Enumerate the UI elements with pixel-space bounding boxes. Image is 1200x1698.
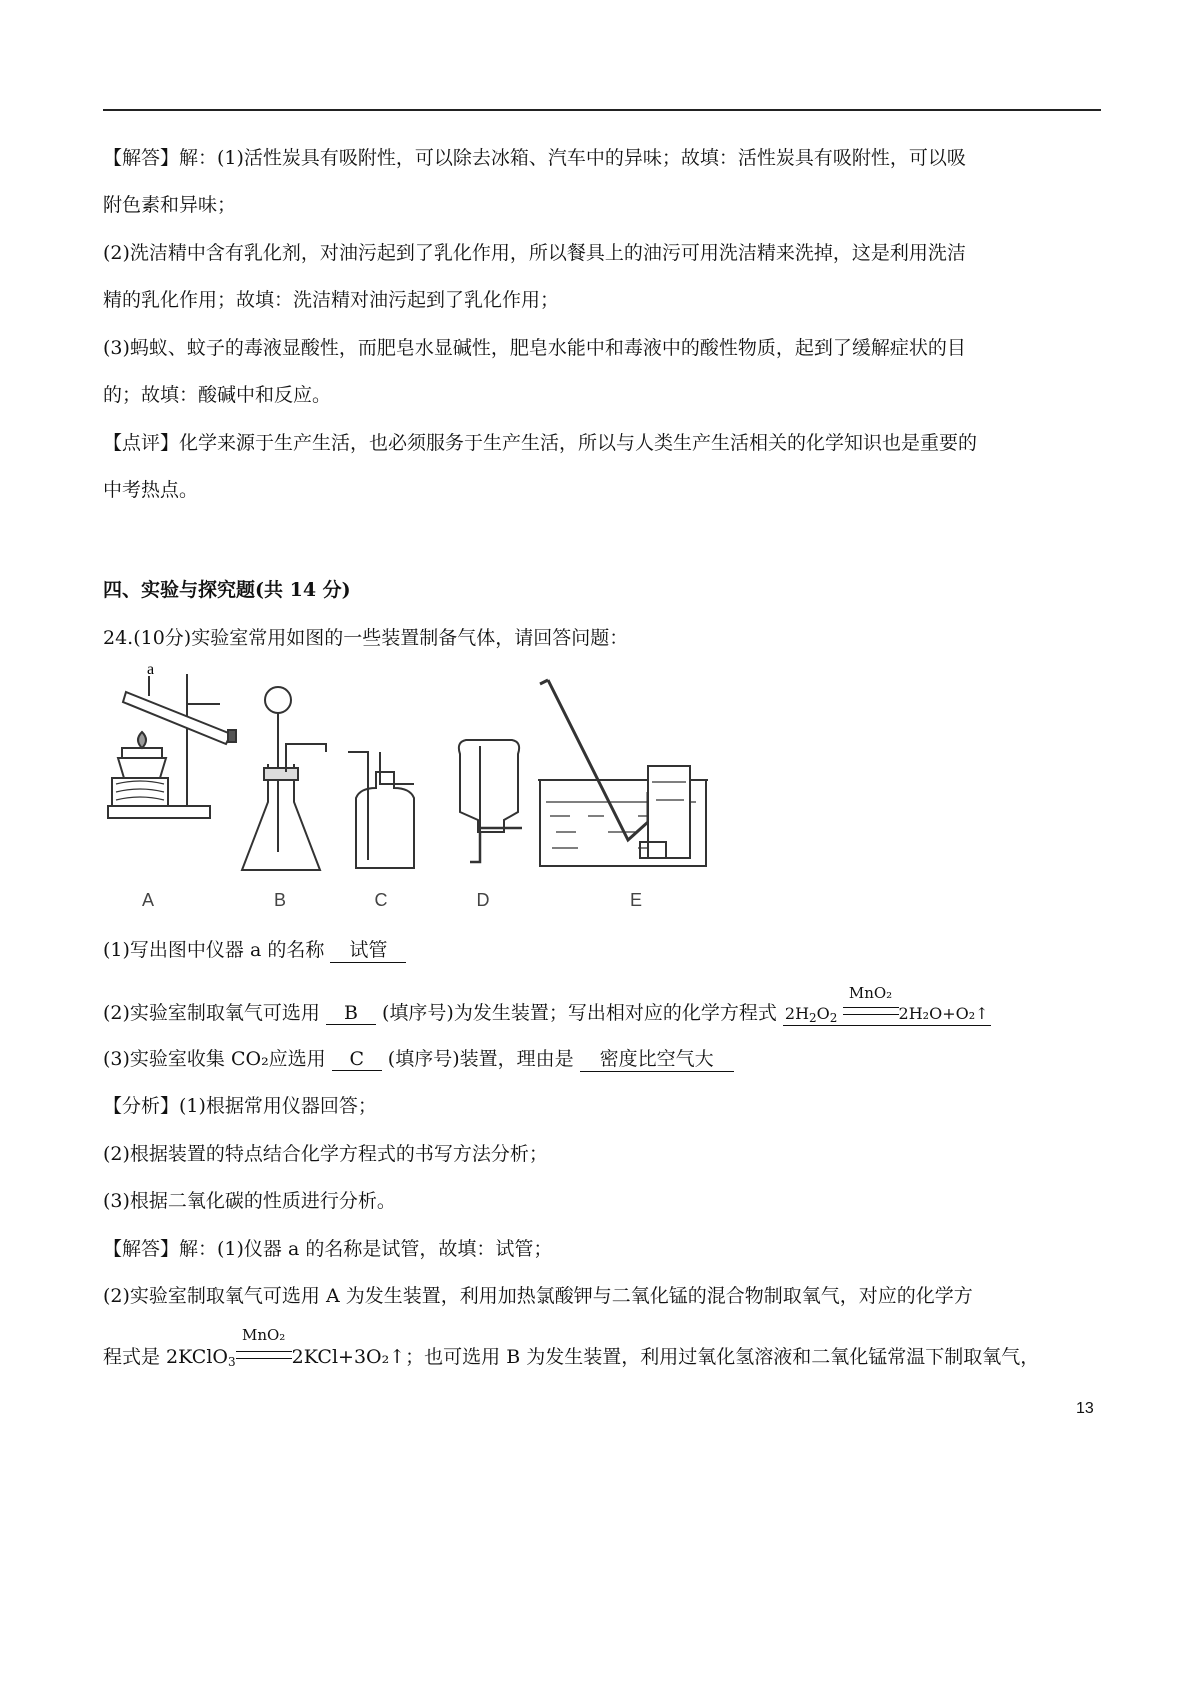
header-rule <box>103 109 1101 111</box>
q1-answer: 试管 <box>330 935 406 963</box>
q2-mid: (填序号)为发生装置；写出相对应的化学方程式 <box>382 1002 777 1024</box>
apparatus-figure <box>108 661 688 912</box>
apparatus-c <box>348 752 414 868</box>
s3-eq-condition <box>236 1326 292 1368</box>
label-E: E <box>629 890 643 910</box>
label-C: C <box>374 890 388 910</box>
eq-sign <box>843 1007 899 1015</box>
apparatus-d <box>459 740 522 862</box>
eq-left-sub2: 2 <box>829 1011 838 1025</box>
label-A: A <box>141 890 155 910</box>
apparatus-e <box>538 680 708 866</box>
q2-equation <box>783 984 991 1026</box>
s3-cond-text: MnO₂ <box>241 1326 286 1344</box>
answer-line-6: 的；故填：酸碱中和反应。 <box>103 384 332 406</box>
analysis-3: (3)根据二氧化碳的性质进行分析。 <box>103 1190 396 1212</box>
question-24-stem: 24.(10分)实验室常用如图的一些装置制备气体，请回答问题： <box>103 627 629 649</box>
apparatus-b <box>242 687 326 870</box>
answer-line-5: (3)蚂蚁、蚊子的毒液显酸性，而肥皂水显碱性，肥皂水能中和毒液中的酸性物质，起到了缓解症状的目 <box>103 337 966 359</box>
apparatus-a <box>108 674 236 818</box>
eq-cond-text: MnO₂ <box>848 984 893 1002</box>
solution-2: (2)实验室制取氧气可选用 A 为发生装置，利用加热氯酸钾与二氧化锰的混合物制取氧气，对应的化学方 <box>103 1285 973 1307</box>
q2-prefix: (2)实验室制取氧气可选用 <box>103 1002 320 1024</box>
label-B: B <box>273 890 287 910</box>
label-a: a <box>147 661 155 678</box>
label-D: D <box>476 890 490 910</box>
page-number: 13 <box>1076 1400 1094 1417</box>
q3-answer: C <box>332 1048 382 1071</box>
solution-1: 【解答】解：(1)仪器 a 的名称是试管，故填：试管； <box>103 1238 553 1260</box>
q1-prefix: (1)写出图中仪器 a 的名称 <box>103 939 325 961</box>
analysis-1: 【分析】(1)根据常用仪器回答； <box>103 1095 377 1117</box>
analysis-2: (2)根据装置的特点结合化学方程式的书写方法分析； <box>103 1143 548 1165</box>
s3-prefix: 程式是 2KClO <box>103 1346 229 1368</box>
answer-line-4: 精的乳化作用；故填：洗洁精对油污起到了乳化作用； <box>103 289 560 311</box>
q24-part2 <box>103 984 1103 1026</box>
eq-condition <box>843 984 899 1023</box>
q24-part3 <box>103 1044 1103 1072</box>
eq-left2: O <box>816 1004 830 1023</box>
answer-line-1: 【解答】解：(1)活性炭具有吸附性，可以除去冰箱、汽车中的异味；故填：活性炭具有吸附性，可以吸 <box>103 147 966 169</box>
answer-line-3: (2)洗洁精中含有乳化剂，对油污起到了乳化作用，所以餐具上的油污可用洗洁精来洗掉，这是利用洗洁 <box>103 242 966 264</box>
s3-right: 2KCl+3O₂↑；也可选用 B 为发生装置，利用过氧化氢溶液和二氧化锰常温下制取氧气， <box>291 1346 1040 1368</box>
q3-mid: (填序号)装置，理由是 <box>387 1048 574 1070</box>
q3-prefix: (3)实验室收集 CO₂应选用 <box>103 1048 326 1070</box>
answer-line-2: 附色素和异味； <box>103 194 237 216</box>
eq-right: 2H₂O+O₂↑ <box>898 1004 989 1023</box>
s3-eq-sign <box>236 1351 292 1359</box>
q2-answer: B <box>326 1002 376 1025</box>
q3-reason: 密度比空气大 <box>580 1044 734 1072</box>
s3-sub: 3 <box>228 1355 236 1369</box>
q24-part1 <box>103 935 1103 963</box>
comment-line-2: 中考热点。 <box>103 479 199 501</box>
eq-left-sub: 2 <box>809 1011 817 1025</box>
eq-left: 2H <box>784 1004 810 1023</box>
section-title: 四、实验与探究题(共 14 分) <box>103 579 351 601</box>
solution-3 <box>103 1326 1103 1369</box>
comment-line-1: 【点评】化学来源于生产生活，也必须服务于生产生活，所以与人类生产生活相关的化学知识也是重要的 <box>103 432 978 454</box>
